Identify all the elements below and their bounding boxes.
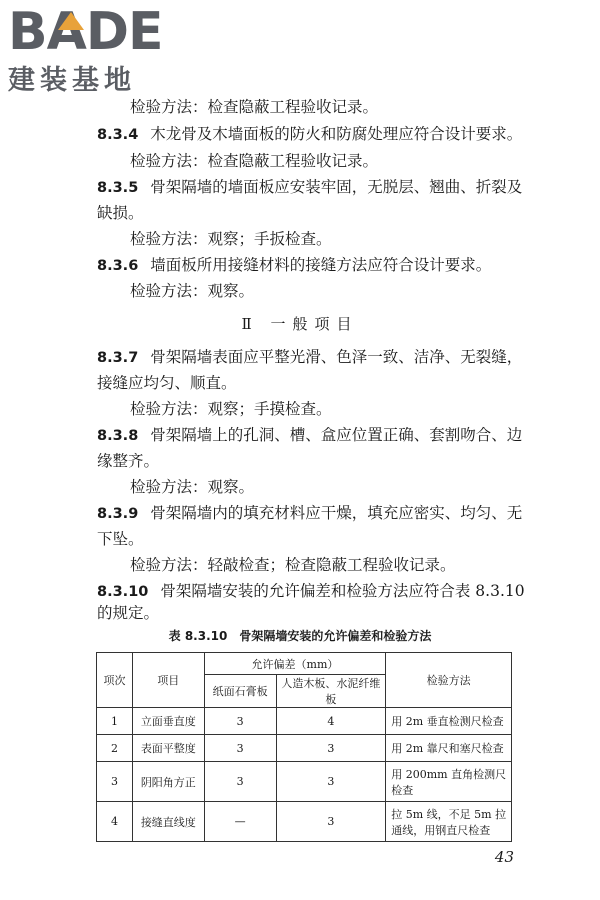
clause-number: 8.3.9 bbox=[97, 506, 139, 522]
clause-text: 骨架隔墙的墙面板应安装牢固，无脱层、翘曲、折裂及 bbox=[150, 178, 523, 196]
cell-wood: 4 bbox=[276, 708, 386, 735]
clause-text: 墙面板所用接缝材料的接缝方法应符合设计要求。 bbox=[150, 256, 492, 274]
clause-line bbox=[97, 425, 522, 446]
clause-line bbox=[97, 124, 522, 145]
table-row bbox=[97, 708, 512, 735]
cell-wood: 3 bbox=[276, 802, 386, 842]
table-row bbox=[97, 735, 512, 762]
clause-number: 8.3.4 bbox=[97, 127, 139, 143]
line-text: 检验方法：检查隐蔽工程验收记录。 bbox=[130, 152, 379, 170]
line-text: 接缝应均匀、顺直。 bbox=[97, 374, 237, 392]
cell-gypsum: 3 bbox=[204, 708, 276, 735]
clause-text: 骨架隔墙上的孔洞、槽、盒应位置正确、套割吻合、边 bbox=[150, 426, 523, 444]
clause-text: 骨架隔墙安装的允许偏差和检验方法应符合表 8.3.10 bbox=[160, 582, 525, 600]
section-heading: Ⅱ 一般项目 bbox=[241, 315, 359, 333]
clause-number: 8.3.8 bbox=[97, 428, 139, 444]
body-line bbox=[97, 451, 159, 471]
clause-text: 骨架隔墙表面应平整光滑、色泽一致、洁净、无裂缝， bbox=[150, 348, 523, 366]
clause-line bbox=[97, 255, 491, 276]
body-line bbox=[130, 151, 378, 171]
logo-subtitle: 建装基地 bbox=[8, 65, 136, 96]
header-method: 检验方法 bbox=[386, 653, 512, 708]
line-text: 缺损。 bbox=[97, 204, 144, 222]
header-gypsum: 纸面石膏板 bbox=[204, 675, 276, 708]
cell-no: 1 bbox=[97, 708, 133, 735]
body-line bbox=[97, 529, 144, 549]
cell-gypsum: 3 bbox=[204, 735, 276, 762]
cell-no: 2 bbox=[97, 735, 133, 762]
cell-no: 4 bbox=[97, 802, 133, 842]
header-no: 项次 bbox=[97, 653, 133, 708]
header-tolerance: 允许偏差（mm） bbox=[204, 653, 386, 675]
table-header-row bbox=[97, 653, 512, 675]
line-text: 检验方法：观察。 bbox=[130, 478, 255, 496]
line-text: 检验方法：轻敲检查；检查隐蔽工程验收记录。 bbox=[130, 556, 456, 574]
header-wood: 人造木板、水泥纤维板 bbox=[276, 675, 386, 708]
cell-item: 立面垂直度 bbox=[132, 708, 204, 735]
table-row bbox=[97, 762, 512, 802]
body-line bbox=[130, 281, 254, 301]
clause-number: 8.3.7 bbox=[97, 350, 139, 366]
body-line bbox=[130, 477, 254, 497]
clause-number: 8.3.6 bbox=[97, 258, 139, 274]
cell-wood: 3 bbox=[276, 762, 386, 802]
line-text: 的规定。 bbox=[97, 604, 160, 622]
clause-text: 木龙骨及木墙面板的防火和防腐处理应符合设计要求。 bbox=[150, 125, 523, 143]
cell-gypsum: — bbox=[204, 802, 276, 842]
clause-line bbox=[97, 177, 522, 198]
clause-line bbox=[97, 503, 522, 524]
body-line bbox=[130, 399, 332, 419]
page-number: 43 bbox=[494, 848, 514, 866]
body-line bbox=[130, 229, 332, 249]
body-line bbox=[130, 97, 378, 117]
table-row bbox=[97, 802, 512, 842]
clause-text: 骨架隔墙内的填充材料应干燥，填充应密实、均匀、无 bbox=[150, 504, 523, 522]
logo-wordmark: BADE bbox=[8, 2, 163, 62]
cell-no: 3 bbox=[97, 762, 133, 802]
cell-method: 用 2m 垂直检测尺检查 bbox=[386, 708, 512, 735]
cell-gypsum: 3 bbox=[204, 762, 276, 802]
cell-method: 拉 5m 线，不足 5m 拉通线，用钢直尺检查 bbox=[386, 802, 512, 842]
tolerance-table bbox=[96, 652, 512, 842]
clause-number: 8.3.10 bbox=[97, 584, 149, 600]
line-text: 缘整齐。 bbox=[97, 452, 160, 470]
logo-accent-icon bbox=[58, 12, 84, 30]
body-line bbox=[97, 603, 159, 623]
cell-item: 阴阳角方正 bbox=[132, 762, 204, 802]
cell-item: 接缝直线度 bbox=[132, 802, 204, 842]
line-text: 下坠。 bbox=[97, 530, 144, 548]
cell-wood: 3 bbox=[276, 735, 386, 762]
clause-number: 8.3.5 bbox=[97, 180, 139, 196]
line-text: 检验方法：观察。 bbox=[130, 282, 255, 300]
line-text: 检验方法：观察；手摸检查。 bbox=[130, 400, 332, 418]
clause-line bbox=[97, 347, 522, 368]
line-text: 检验方法：检查隐蔽工程验收记录。 bbox=[130, 98, 379, 116]
body-line bbox=[130, 555, 456, 575]
table-caption: 表 8.3.10 骨架隔墙安装的允许偏差和检验方法 bbox=[168, 629, 432, 643]
clause-line bbox=[97, 581, 525, 602]
cell-item: 表面平整度 bbox=[132, 735, 204, 762]
header-item: 项目 bbox=[132, 653, 204, 708]
line-text: 检验方法：观察；手扳检查。 bbox=[130, 230, 332, 248]
body-line bbox=[97, 203, 144, 223]
body-line bbox=[97, 373, 237, 393]
cell-method: 用 200mm 直角检测尺检查 bbox=[386, 762, 512, 802]
brand-logo bbox=[8, 2, 178, 96]
cell-method: 用 2m 靠尺和塞尺检查 bbox=[386, 735, 512, 762]
